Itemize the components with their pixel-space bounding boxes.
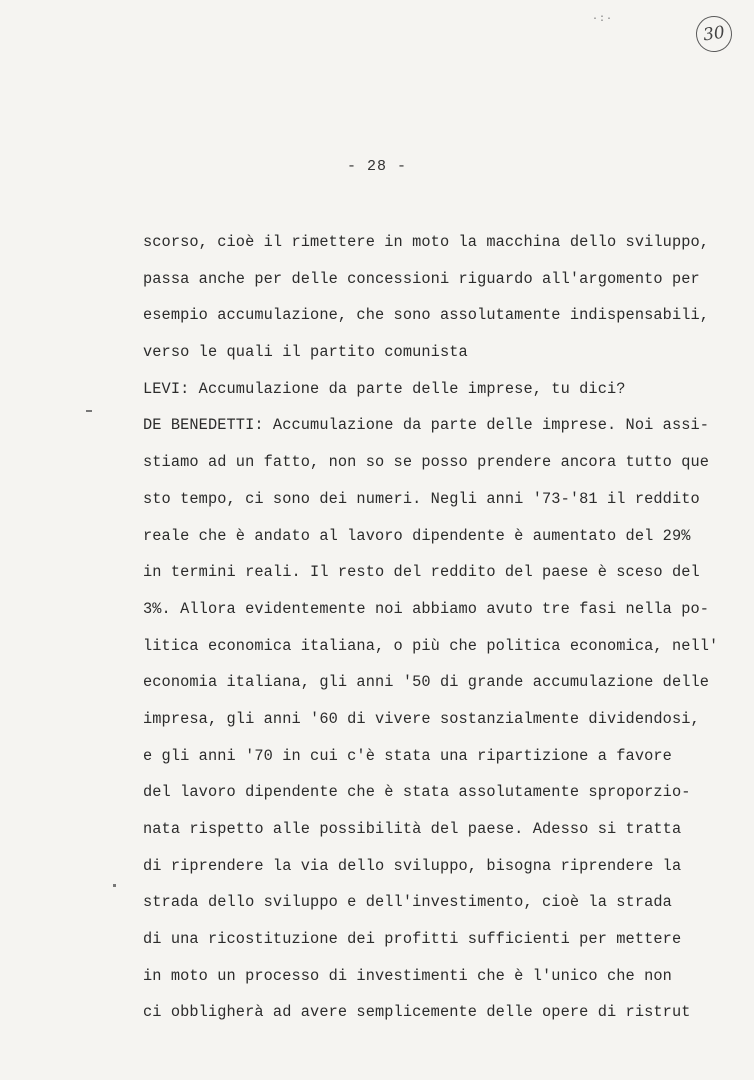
text-line: passa anche per delle concessioni riguardo all'argomento per bbox=[143, 269, 700, 288]
text-line: di riprendere la via dello sviluppo, bisogna riprendere la bbox=[143, 856, 682, 875]
text-line: litica economica italiana, o più che politica economica, nell' bbox=[143, 636, 719, 655]
text-line: e gli anni '70 in cui c'è stata una ripartizione a favore bbox=[143, 746, 672, 765]
text-line: impresa, gli anni '60 di vivere sostanzialmente dividendosi, bbox=[143, 709, 700, 728]
text-line: nata rispetto alle possibilità del paese. Adesso si tratta bbox=[143, 820, 682, 838]
text-line: stiamo ad un fatto, non so se posso prendere ancora tutto que bbox=[143, 453, 710, 472]
text-line: economia italiana, gli anni '50 di grande accumulazione delle bbox=[143, 673, 710, 692]
margin-mark bbox=[86, 410, 92, 412]
text-line: verso le quali il partito comunista bbox=[143, 343, 468, 362]
text-line: sto tempo, ci sono dei numeri. Negli anni '73-'81 il reddito bbox=[143, 489, 700, 508]
text-line: ci obbligherà ad avere semplicemente delle opere di ristrut bbox=[143, 1003, 691, 1022]
text-line: di una ricostituzione dei profitti sufficienti per mettere bbox=[143, 930, 682, 949]
text-line: esempio accumulazione, che sono assolutamente indispensabili, bbox=[143, 306, 710, 325]
transcript-body bbox=[143, 232, 719, 1039]
page-number: - 28 - bbox=[346, 158, 407, 175]
text-line: scorso, cioè il rimettere in moto la macchina dello sviluppo, bbox=[143, 233, 710, 251]
margin-mark bbox=[113, 884, 116, 887]
text-line: in termini reali. Il resto del reddito del paese è sceso del bbox=[143, 563, 700, 582]
text-line: in moto un processo di investimenti che è l'unico che non bbox=[143, 966, 672, 985]
text-line: 3%. Allora evidentemente noi abbiamo avuto tre fasi nella po- bbox=[143, 599, 710, 618]
text-line: reale che è andato al lavoro dipendente è aumentato del 29% bbox=[143, 526, 691, 545]
ink-speck: ·:· bbox=[592, 14, 614, 25]
text-line: strada dello sviluppo e dell'investimento, cioè la strada bbox=[143, 893, 672, 912]
text-line: DE BENEDETTI: Accumulazione da parte delle imprese. Noi assi- bbox=[143, 416, 710, 435]
text-line: del lavoro dipendente che è stata assolutamente sproporzio- bbox=[143, 783, 691, 802]
handwritten-folio-number: 30 bbox=[694, 14, 735, 55]
text-line: LEVI: Accumulazione da parte delle imprese, tu dici? bbox=[143, 379, 626, 398]
